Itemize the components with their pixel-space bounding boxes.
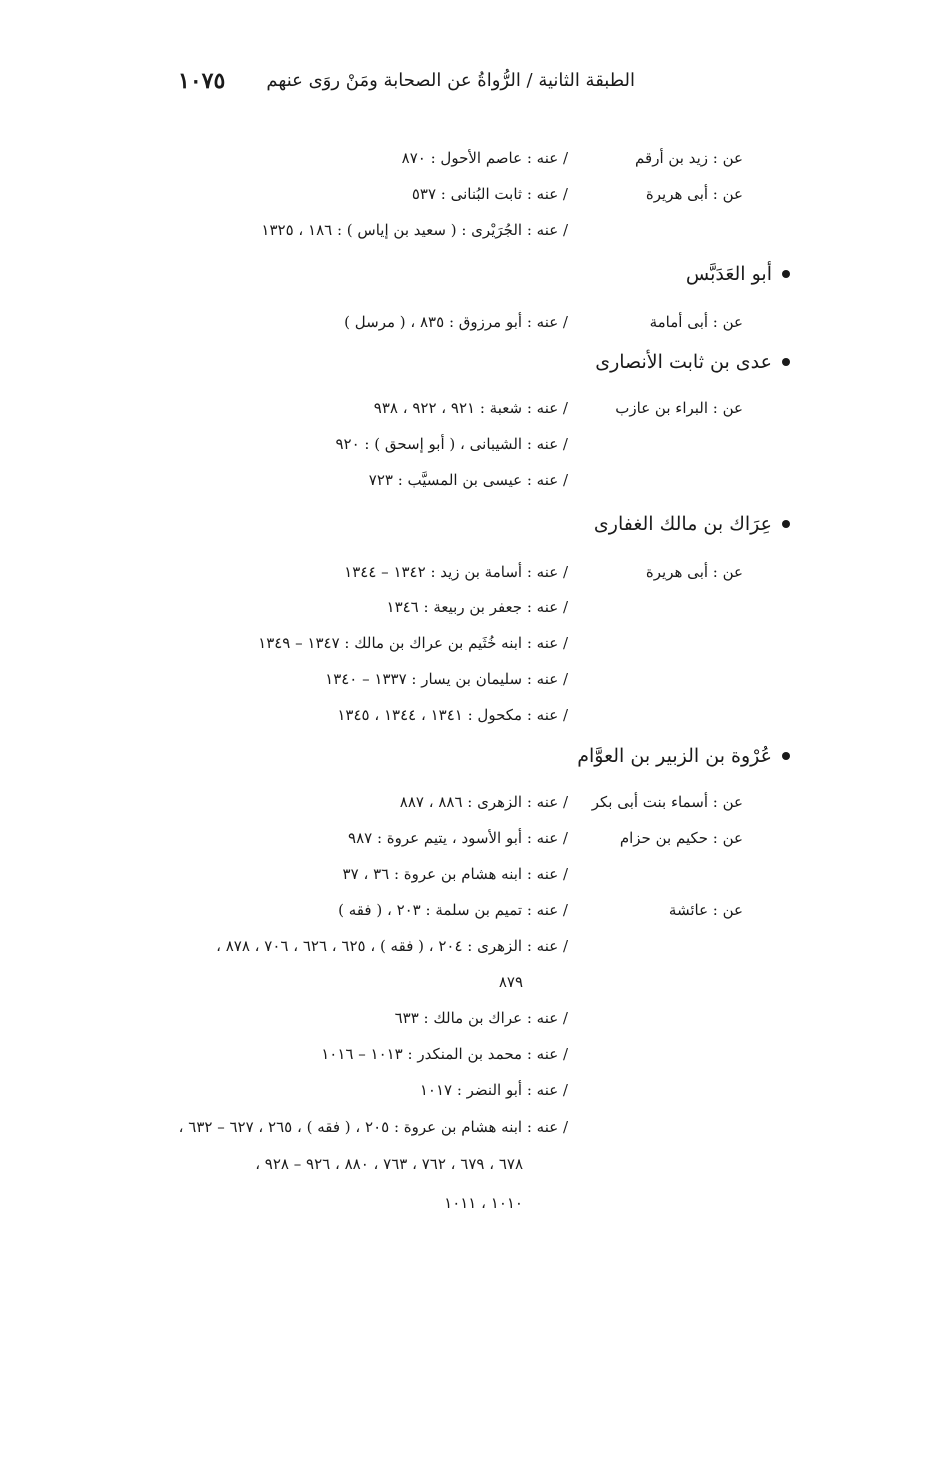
transmitter-line: / عنه : جعفر بن ربيعة : ١٣٤٦ xyxy=(386,598,568,616)
running-head: الطبقة الثانية / الرُّواةُ عن الصحابة ومَنْ روَى عنهم xyxy=(266,70,635,91)
page-header xyxy=(170,68,635,104)
bullet-icon xyxy=(782,270,790,278)
source-line: عن : أسماء بنت أبى بكر xyxy=(591,793,743,811)
narrator-heading xyxy=(594,512,790,536)
transmitter-line: / عنه : عراك بن مالك : ٦٣٣ xyxy=(394,1009,568,1027)
narrator-name: أبو العَدَبَّس xyxy=(685,263,772,285)
source-line: عن : زيد بن أرقم xyxy=(635,149,743,167)
transmitter-line: / عنه : عيسى بن المسيَّب : ٧٢٣ xyxy=(368,471,568,489)
transmitter-line: / عنه : مكحول : ١٣٤١ ، ١٣٤٤ ، ١٣٤٥ xyxy=(337,706,568,724)
transmitter-line: / عنه : عاصم الأحول : ٨٧٠ xyxy=(401,149,568,167)
source-line: عن : حكيم بن حزام xyxy=(619,829,743,847)
narrator-heading xyxy=(686,262,790,286)
transmitter-line: / عنه : الزهرى : ٨٨٦ ، ٨٨٧ xyxy=(399,793,568,811)
transmitter-line: / عنه : ثابت البُنانى : ٥٣٧ xyxy=(411,185,568,203)
narrator-heading xyxy=(595,350,790,374)
narrator-name: عُرْوة بن الزبير بن العوَّام xyxy=(577,745,772,767)
transmitter-line: / عنه : أسامة بن زيد : ١٣٤٢ – ١٣٤٤ xyxy=(344,563,568,581)
transmitter-line: / عنه : ابنه هشام بن عروة : ٢٠٥ ، ( فقه ) ، ٢٦٥ ، ٦٢٧ – ٦٣٢ ، xyxy=(178,1118,568,1136)
transmitter-line: / عنه : أبو النضر : ١٠١٧ xyxy=(419,1081,568,1099)
transmitter-line: / عنه : الجُرَيْرى : ( سعيد بن إياس ) : ١٨٦ ، ١٣٢٥ xyxy=(261,221,568,239)
bullet-icon xyxy=(782,358,790,366)
bullet-icon xyxy=(782,752,790,760)
transmitter-line: / عنه : الشيبانى ، ( أبو إسحق ) : ٩٢٠ xyxy=(335,435,568,453)
transmitter-continuation: ٨٧٩ xyxy=(498,973,523,991)
source-line: عن : البراء بن عازب xyxy=(615,399,743,417)
transmitter-line: / عنه : أبو الأسود ، يتيم عروة : ٩٨٧ xyxy=(348,829,568,847)
transmitter-line: / عنه : الزهرى : ٢٠٤ ، ( فقه ) ، ٦٢٥ ، ٦٢٦ ، ٧٠٦ ، ٨٧٨ ، xyxy=(216,937,568,955)
source-line: عن : عائشة xyxy=(668,901,743,919)
transmitter-continuation: ٦٧٨ ، ٦٧٩ ، ٧٦٢ ، ٧٦٣ ، ٨٨٠ ، ٩٢٦ – ٩٢٨ ، xyxy=(255,1155,523,1173)
transmitter-line: / عنه : سليمان بن يسار : ١٣٣٧ – ١٣٤٠ xyxy=(325,670,568,688)
narrator-name: عِرَاك بن مالك الغفارى xyxy=(593,513,772,535)
transmitter-line: / عنه : ابنه خُثَيم بن عراك بن مالك : ١٣٤٧ – ١٣٤٩ xyxy=(258,634,568,652)
transmitter-line: / عنه : ابنه هشام بن عروة : ٣٦ ، ٣٧ xyxy=(342,865,568,883)
transmitter-line: / عنه : أبو مرزوق : ٨٣٥ ، ( مرسل ) xyxy=(344,313,568,331)
bullet-icon xyxy=(782,520,790,528)
transmitter-continuation: ١٠١٠ ، ١٠١١ xyxy=(444,1194,523,1212)
source-line: عن : أبى أمامة xyxy=(649,313,743,331)
transmitter-line: / عنه : محمد بن المنكدر : ١٠١٣ – ١٠١٦ xyxy=(321,1045,568,1063)
transmitter-line: / عنه : تميم بن سلمة : ٢٠٣ ، ( فقه ) xyxy=(338,901,568,919)
source-line: عن : أبى هريرة xyxy=(645,563,743,581)
narrator-heading xyxy=(577,744,790,768)
narrator-name: عدى بن ثابت الأنصارى xyxy=(595,351,772,373)
source-line: عن : أبى هريرة xyxy=(645,185,743,203)
page-number: ١٠٧٥ xyxy=(178,68,226,94)
transmitter-line: / عنه : شعبة : ٩٢١ ، ٩٢٢ ، ٩٣٨ xyxy=(373,399,568,417)
